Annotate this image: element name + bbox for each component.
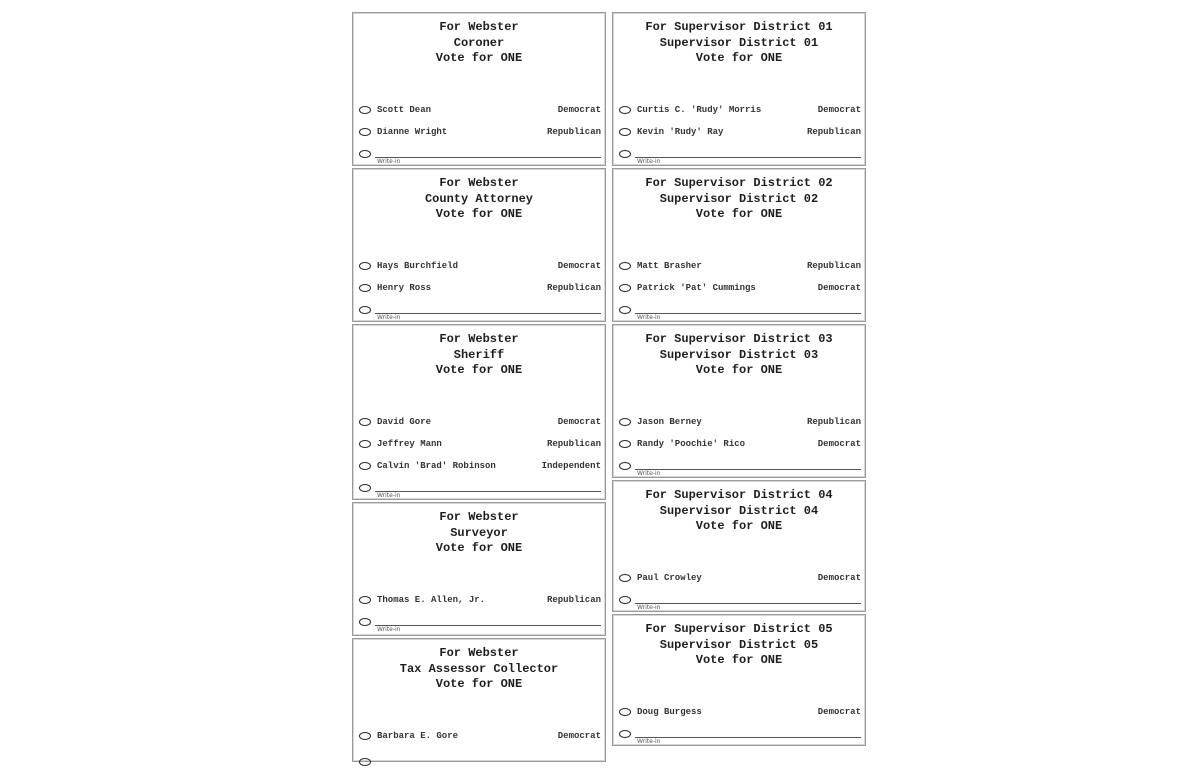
vote-oval[interactable]	[359, 306, 371, 314]
candidate-party: Republican	[546, 595, 601, 605]
write-in-row[interactable]	[619, 305, 861, 319]
office-name: Supervisor District 01	[659, 35, 819, 50]
vote-oval[interactable]	[619, 306, 631, 314]
vote-instruction: Vote for ONE	[695, 51, 783, 65]
race-box	[612, 168, 866, 322]
vote-oval[interactable]	[619, 462, 631, 470]
write-in-label: Write-in	[637, 158, 661, 165]
write-in-line[interactable]	[375, 491, 601, 492]
race-header	[613, 176, 865, 223]
candidate-party: Democrat	[817, 573, 861, 583]
write-in-line[interactable]	[375, 625, 601, 626]
candidate-party: Republican	[546, 283, 601, 293]
candidate-name: Matt Brasher	[637, 261, 702, 271]
race-box	[612, 614, 866, 746]
vote-oval[interactable]	[619, 596, 631, 604]
office-name: Supervisor District 04	[659, 503, 819, 518]
write-in-line[interactable]	[635, 469, 861, 470]
vote-oval[interactable]	[619, 284, 631, 292]
vote-oval[interactable]	[359, 618, 371, 626]
candidate-row[interactable]	[359, 731, 601, 745]
vote-oval[interactable]	[359, 732, 371, 740]
race-title: For Webster	[439, 176, 519, 190]
vote-oval[interactable]	[619, 128, 631, 136]
candidate-name: Calvin 'Brad' Robinson	[377, 461, 496, 471]
vote-oval[interactable]	[359, 462, 371, 470]
candidate-name: Doug Burgess	[637, 707, 702, 717]
race-title: For Webster	[439, 510, 519, 524]
vote-oval[interactable]	[619, 440, 631, 448]
candidate-name: Hays Burchfield	[377, 261, 459, 271]
write-in-row[interactable]	[619, 595, 861, 609]
write-in-row[interactable]	[359, 305, 601, 319]
write-in-line[interactable]	[375, 157, 601, 158]
write-in-row[interactable]	[619, 461, 861, 475]
write-in-label: Write-in	[377, 492, 401, 499]
candidate-party: Republican	[546, 127, 601, 137]
race-box	[352, 638, 606, 762]
candidate-party: Democrat	[817, 707, 861, 717]
vote-oval[interactable]	[359, 150, 371, 158]
write-in-label: Write-in	[377, 314, 401, 321]
candidate-row[interactable]	[359, 127, 601, 141]
candidate-name: Curtis C. 'Rudy' Morris	[637, 105, 762, 115]
write-in-line[interactable]	[635, 737, 861, 738]
office-name: Tax Assessor Collector	[399, 661, 559, 676]
office-name: Supervisor District 05	[659, 637, 819, 652]
race-header	[613, 332, 865, 379]
candidate-party: Republican	[546, 439, 601, 449]
candidate-row[interactable]	[619, 283, 861, 297]
write-in-line[interactable]	[635, 157, 861, 158]
candidate-name: Henry Ross	[377, 283, 432, 293]
vote-instruction: Vote for ONE	[695, 207, 783, 221]
candidate-name: Randy 'Poochie' Rico	[637, 439, 746, 449]
race-box	[352, 324, 606, 500]
candidate-name: David Gore	[377, 417, 432, 427]
candidate-party: Democrat	[557, 417, 601, 427]
candidate-name: Dianne Wright	[377, 127, 448, 137]
candidate-row[interactable]	[359, 417, 601, 431]
write-in-line[interactable]	[635, 313, 861, 314]
vote-oval[interactable]	[359, 440, 371, 448]
race-header	[353, 510, 605, 557]
candidate-row[interactable]	[619, 439, 861, 453]
candidate-row[interactable]	[359, 105, 601, 119]
write-in-label: Write-in	[637, 470, 661, 477]
candidate-row[interactable]	[619, 261, 861, 275]
vote-oval[interactable]	[359, 758, 371, 766]
race-header	[353, 176, 605, 223]
write-in-label: Write-in	[637, 604, 661, 611]
candidate-row[interactable]	[359, 461, 601, 475]
candidate-party: Republican	[806, 127, 861, 137]
race-title: For Supervisor District 04	[645, 488, 833, 502]
office-name: Supervisor District 03	[659, 347, 819, 362]
candidate-row[interactable]	[619, 573, 861, 587]
write-in-row[interactable]	[359, 617, 601, 631]
write-in-label: Write-in	[377, 626, 401, 633]
write-in-row[interactable]	[619, 729, 861, 743]
race-box	[352, 502, 606, 636]
candidate-party: Democrat	[817, 283, 861, 293]
vote-instruction: Vote for ONE	[435, 363, 523, 377]
write-in-row[interactable]	[359, 757, 601, 771]
write-in-row[interactable]	[359, 149, 601, 163]
candidate-row[interactable]	[359, 439, 601, 453]
office-name: County Attorney	[424, 191, 534, 206]
race-header	[353, 20, 605, 67]
vote-oval[interactable]	[619, 574, 631, 582]
vote-oval[interactable]	[619, 708, 631, 716]
race-title: For Supervisor District 05	[645, 622, 833, 636]
candidate-party: Republican	[806, 261, 861, 271]
candidate-row[interactable]	[619, 127, 861, 141]
race-title: For Webster	[439, 20, 519, 34]
vote-oval[interactable]	[619, 150, 631, 158]
ballot-page	[348, 12, 870, 750]
candidate-name: Barbara E. Gore	[377, 731, 459, 741]
vote-oval[interactable]	[619, 418, 631, 426]
candidate-row[interactable]	[619, 105, 861, 119]
candidate-name: Jason Berney	[637, 417, 702, 427]
vote-oval[interactable]	[359, 128, 371, 136]
race-header	[613, 488, 865, 535]
race-header	[353, 332, 605, 379]
candidate-party: Republican	[806, 417, 861, 427]
vote-oval[interactable]	[359, 484, 371, 492]
race-title: For Supervisor District 01	[645, 20, 833, 34]
candidate-name: Scott Dean	[377, 105, 432, 115]
candidate-name: Patrick 'Pat' Cummings	[637, 283, 756, 293]
vote-oval[interactable]	[359, 596, 371, 604]
race-header	[613, 622, 865, 669]
race-box	[352, 12, 606, 166]
write-in-row[interactable]	[359, 483, 601, 497]
office-name: Surveyor	[450, 525, 508, 540]
candidate-name: Kevin 'Rudy' Ray	[637, 127, 724, 137]
vote-instruction: Vote for ONE	[695, 653, 783, 667]
vote-instruction: Vote for ONE	[435, 677, 523, 691]
race-box	[352, 168, 606, 322]
office-name: Supervisor District 02	[659, 191, 819, 206]
race-header	[353, 646, 605, 693]
race-box	[612, 480, 866, 612]
candidate-party: Democrat	[557, 731, 601, 741]
candidate-party: Independent	[541, 461, 601, 471]
candidate-name: Paul Crowley	[637, 573, 702, 583]
race-title: For Webster	[439, 646, 519, 660]
office-name: Sheriff	[453, 347, 505, 362]
vote-instruction: Vote for ONE	[695, 519, 783, 533]
candidate-row[interactable]	[359, 283, 601, 297]
candidate-row[interactable]	[359, 595, 601, 609]
candidate-party: Democrat	[557, 105, 601, 115]
vote-instruction: Vote for ONE	[435, 541, 523, 555]
vote-oval[interactable]	[619, 106, 631, 114]
write-in-label: Write-in	[637, 314, 661, 321]
race-title: For Supervisor District 03	[645, 332, 833, 346]
race-header	[613, 20, 865, 67]
candidate-party: Democrat	[817, 439, 861, 449]
race-title: For Webster	[439, 332, 519, 346]
vote-oval[interactable]	[619, 262, 631, 270]
vote-oval[interactable]	[619, 730, 631, 738]
race-title: For Supervisor District 02	[645, 176, 833, 190]
vote-instruction: Vote for ONE	[695, 363, 783, 377]
race-box	[612, 324, 866, 478]
candidate-party: Democrat	[557, 261, 601, 271]
vote-instruction: Vote for ONE	[435, 207, 523, 221]
candidate-name: Jeffrey Mann	[377, 439, 442, 449]
vote-oval[interactable]	[359, 262, 371, 270]
vote-oval[interactable]	[359, 284, 371, 292]
candidate-party: Democrat	[817, 105, 861, 115]
vote-oval[interactable]	[359, 418, 371, 426]
write-in-row[interactable]	[619, 149, 861, 163]
write-in-label: Write-in	[637, 738, 661, 745]
write-in-line[interactable]	[375, 313, 601, 314]
race-box	[612, 12, 866, 166]
candidate-row[interactable]	[619, 707, 861, 721]
candidate-row[interactable]	[619, 417, 861, 431]
vote-instruction: Vote for ONE	[435, 51, 523, 65]
write-in-line[interactable]	[635, 603, 861, 604]
candidate-row[interactable]	[359, 261, 601, 275]
candidate-name: Thomas E. Allen, Jr.	[377, 595, 486, 605]
vote-oval[interactable]	[359, 106, 371, 114]
write-in-label: Write-in	[377, 158, 401, 165]
office-name: Coroner	[453, 35, 505, 50]
